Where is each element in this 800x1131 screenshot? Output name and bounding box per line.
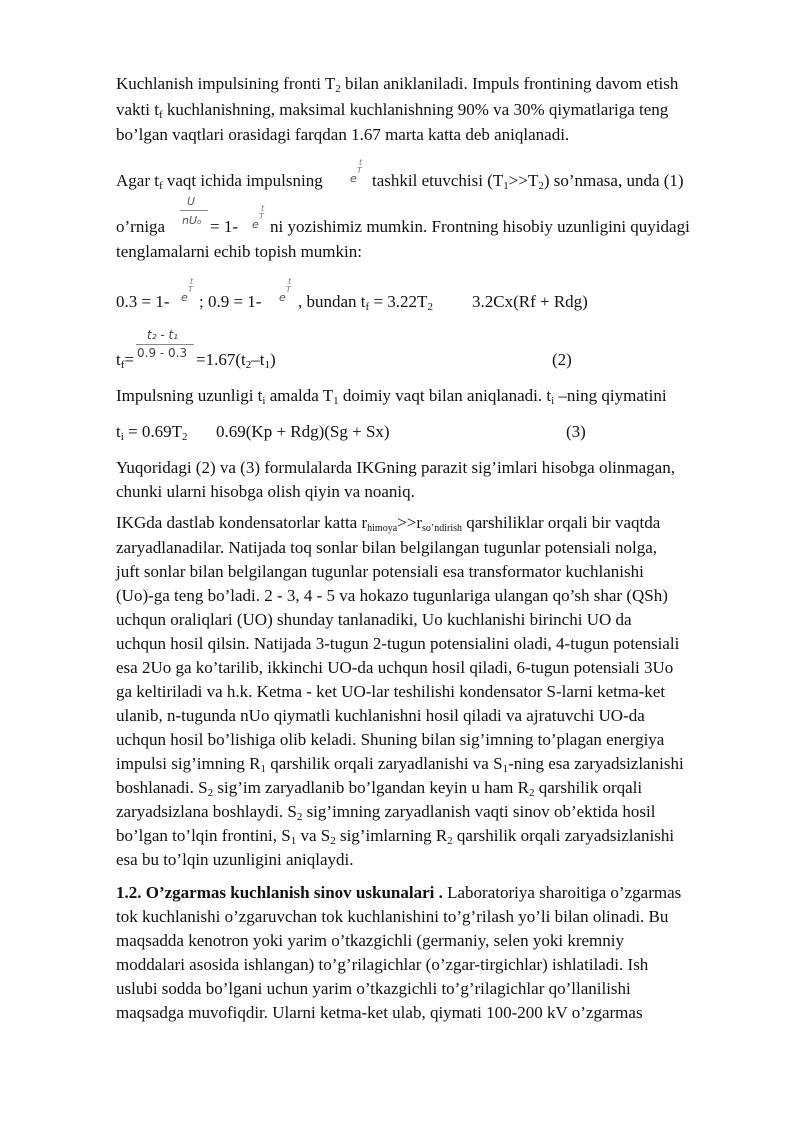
paragraph-5-line-8: ga keltiriladi va h.k. Ketma - ket UO-lar teshilishi kondensator S-larni ketma-ket <box>116 682 666 701</box>
paragraph-4-line-1: Yuqoridagi (2) va (3) formulalarda IKGning parazit sig’imlari hisobga olinmagan, <box>116 458 675 477</box>
equation-3-lhs: $t_i = 0.69T_2$ <box>116 422 188 443</box>
paragraph-1-line-2: vakti $t_f$ kuchlanishning, maksimal kuchlanishning 90% va 30% qiymatlariga teng <box>116 100 669 121</box>
eq1-exponent-t-2: t <box>288 277 292 286</box>
paragraph-2-line-1: Agar $t_f$ vaqt ichida impulsning <box>116 171 323 192</box>
paragraph-5-line-3: juft sonlar bilan belgilangan tugunlar potensiali esa transformator kuchlanishi <box>116 562 644 581</box>
equation-1-part-a: 0.3 = 1- <box>116 292 170 311</box>
eq2-numerator: t₂ - t₁ <box>147 328 178 342</box>
equation-1-part-e: 3.2Cx(Rf + Rdg) <box>472 292 588 311</box>
exponent-t-symbol: t <box>359 158 363 167</box>
eq1-exponent-e-1: e <box>181 291 188 304</box>
eq2-fraction-bar <box>136 344 194 345</box>
equation-3-rhs: 0.69(Kp + Rdg)(Sg + Sx) <box>216 422 390 441</box>
paragraph-2-line-3: tenglamalarni echib topish mumkin: <box>116 242 362 261</box>
paragraph-3-line-1: Impulsning uzunligi $t_i$ amalda $T_1$ doimiy vaqt bilan aniqlanadi. $t_i$ –ning qiymatini <box>116 386 667 407</box>
fraction-numerator-U: U <box>187 195 196 208</box>
paragraph-1-line-3: bo’lgan vaqtlari orasidagi farqdan 1.67 marta katta deb aniqlanadi. <box>116 125 570 144</box>
exponent-T-symbol: T <box>357 166 362 175</box>
paragraph-5-line-1: IKGda dastlab kondensatorlar katta $r_{himoya}>>r_{so’ndirish}$ qarshiliklar orqali bir vaqtda <box>116 513 661 534</box>
paragraph-2-line-2-eq: = 1- <box>210 217 238 236</box>
paragraph-5-line-6: uchqun hosil qilsin. Natijada 3-tugun 2-tugun potensialini oladi, 4-tugun potensiali <box>116 634 680 653</box>
paragraph-5-line-14: bo’lgan to’lqin frontini, $S_1$ va $S_2$ sig’imlarning $R_2$ qarshilik orqali zaryadsizlanishi <box>116 826 675 847</box>
paragraph-6-line-3: maqsadda kenotron yoki yarim o’tkazgichli (germaniy, selen yoki kremniy <box>116 931 624 950</box>
paragraph-5-line-2: zaryadlanadilar. Natijada toq sonlar bilan belgilangan tugunlar potensiali nolga, <box>116 538 657 557</box>
paragraph-4-line-2: chunki ularni hisobga olish qiyin va noaniq. <box>116 482 415 501</box>
eq1-exponent-e-2: e <box>279 291 286 304</box>
eq1-exponent-T-2: T <box>286 285 291 294</box>
paragraph-6-line-1: 1.2. O’zgarmas kuchlanish sinov uskunalari . Laboratoriya sharoitiga o’zgarmas <box>116 883 682 902</box>
exponent-e-symbol: e <box>350 172 357 185</box>
paragraph-1-line-1: Kuchlanish impulsining fronti $T_2$ bilan aniklaniladi. Impuls frontining davom etish <box>116 74 679 95</box>
eq1-exponent-T-1: T <box>188 285 193 294</box>
paragraph-6-line-2: tok kuchlanishi o’zgaruvchan tok kuchlanishini to’g’rilash yo’li bilan olinadi. Bu <box>116 907 669 926</box>
paragraph-5-line-9: ulanib, n-tugunda nUo qiymatli kuchlanishni hosil qiladi va ajratuvchi UO-da <box>116 706 645 725</box>
equation-2-number: (2) <box>552 350 572 369</box>
equation-2-lhs: $t_f=$ <box>116 350 134 371</box>
paragraph-2-line-1-rest: tashkil etuvchisi $(T_1>>T_2)$ so’nmasa, unda (1) <box>372 171 684 192</box>
paragraph-5-line-7: esa 2Uo ga ko’tarilib, ikkinchi UO-da uchqun hosil qiladi, 6-tugun potensiali 3Uo <box>116 658 674 677</box>
paragraph-6-line-4: moddalari asosida ishlangan) to’g’rilagichlar (o’zgar-tirgichlar) ishlatiladi. Ish <box>116 955 649 974</box>
paragraph-5-line-12: boshlanadi. $S_2$ sig’im zaryadlanib bo’lgandan keyin u ham $R_2$ qarshilik orqali <box>116 778 643 799</box>
exponent-T-symbol-2: T <box>259 212 264 221</box>
fraction-bar <box>180 210 208 211</box>
paragraph-6-line-5: uslubi sodda bo’lgani uchun yarim o’tkazgichli to’g’rilagichlar qo’llanilishi <box>116 979 631 998</box>
paragraph-5-line-10: uchqun hosil bo’lishiga olib keladi. Shuning bilan sig’imning to’plagan energiya <box>116 730 665 749</box>
paragraph-5-line-13: zaryadsizlana boshlaydi. $S_2$ sig’imning zaryadlanish vaqti sinov ob’ektida hosil <box>116 802 656 823</box>
paragraph-2-line-2-start: o’rniga <box>116 217 166 236</box>
equation-3-number: (3) <box>566 422 586 441</box>
eq2-denominator: 0.9 - 0.3 <box>137 346 188 360</box>
paragraph-5-line-11: impulsi sig’imning $R_1$ qarshilik orqali zaryadlanishi va $S_1$-ning esa zaryadsizlanishi <box>116 754 684 775</box>
eq1-exponent-t-1: t <box>190 277 194 286</box>
paragraph-2-line-2-rest: ni yozishimiz mumkin. Frontning hisobiy uzunligini quyidagi <box>270 217 690 236</box>
paragraph-5-line-5: uchqun oraliqlari (UO) shunday tanlanadiki, Uo kuchlanishi birinchi UO da <box>116 610 632 629</box>
paragraph-5-line-4: (Uo)-ga teng bo’ladi. 2 - 3, 4 - 5 va hokazo tugunlariga ulangan qo’sh shar (QSh) <box>116 586 668 605</box>
fraction-denominator-nU: nUo <box>182 214 202 227</box>
exponent-e-symbol-2: e <box>252 218 259 231</box>
section-heading: 1.2. O’zgarmas kuchlanish sinov uskunalari . <box>116 883 443 902</box>
equation-2-rhs: $=1.67(t_2-t_1)$ <box>196 350 276 371</box>
paragraph-5-line-15: esa bu to’lqin uzunligini aniqlaydi. <box>116 850 354 869</box>
equation-1-part-b: ; 0.9 = 1- <box>199 292 262 311</box>
equation-1-part-c: , bundan $t_f = 3.22T_2$ <box>298 292 433 313</box>
exponent-t-symbol-2: t <box>261 204 265 213</box>
paragraph-6-line-6: maqsadga muvofiqdir. Ularni ketma-ket ulab, qiymati 100-200 kV o’zgarmas <box>116 1003 643 1022</box>
